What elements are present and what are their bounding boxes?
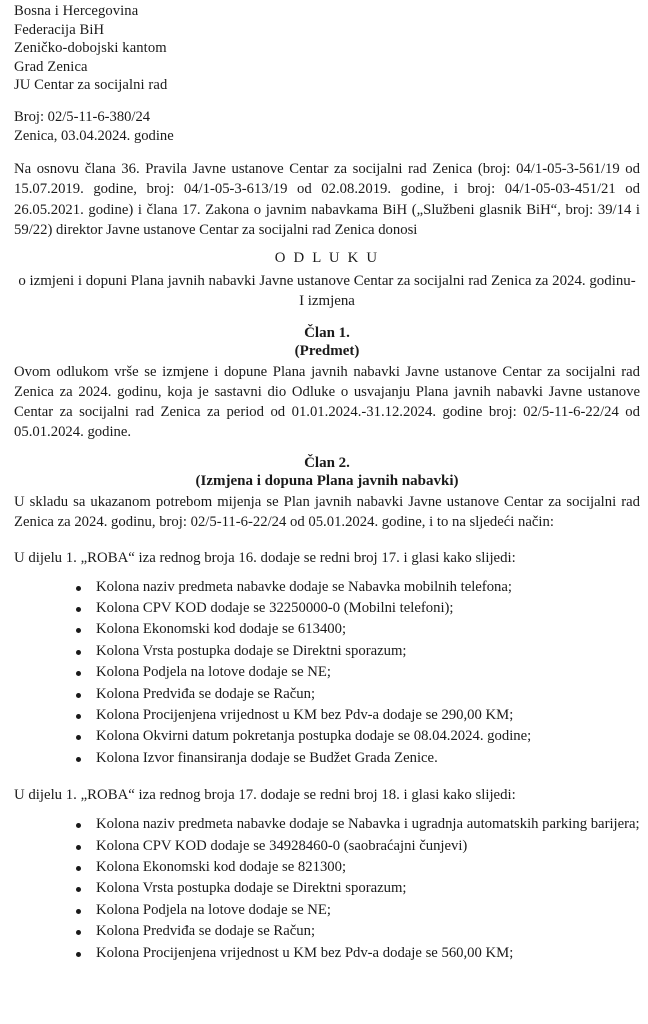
article-1-subheading: (Predmet) — [294, 342, 360, 359]
header-line-country: Bosna i Hercegovina — [14, 3, 139, 19]
list-item: Kolona Predviđa se dodaje se Račun; — [76, 684, 640, 705]
list-item: Kolona Izvor finansiranja dodaje se Budžet Grada Zenice. — [76, 748, 640, 769]
document-subtitle: o izmjeni i dopuni Plana javnih nabavki Javne ustanove Centar za socijalni rad Zenica za 2024. godinu- I izmjena — [18, 272, 636, 310]
list-item: Kolona naziv predmeta nabavke dodaje se Nabavka i ugradnja automatskih parking barijera; — [76, 814, 640, 835]
list-item: Kolona Vrsta postupka dodaje se Direktni sporazum; — [76, 878, 640, 899]
list-item: Kolona Vrsta postupka dodaje se Direktni sporazum; — [76, 641, 640, 662]
article-1-text: Ovom odlukom vrše se izmjene i dopune Plana javnih nabavki Javne ustanove Centar za socijalni rad Zenica za 2024. godinu, koja je sastavni dio Odluke o usvajanju Plana javnih nabavki Javne ustanove Centar za socijalni rad Zenica za period od 01.01.2024.-31.12.2024. godine broj: 02/5-11-6-22/24 od 05.01.2024. godine. — [14, 363, 640, 440]
list-item: Kolona Okvirni datum pokretanja postupka dodaje se 08.04.2024. godine; — [76, 726, 640, 747]
reference-number: Broj: 02/5-11-6-380/24 — [14, 108, 151, 125]
reference-block — [14, 108, 640, 146]
legal-basis-paragraph: Na osnovu člana 36. Pravila Javne ustanove Centar za socijalni rad Zenica (broj: 04/1-05-3-561/19 od 15.07.2019. godine, broj: 04/1-05-3-613/19 od 02.08.2019. godine, i broj: 04/1-05-03-451/21 od 26.05.2021. godine) i člana 17. Zakona o javnim nabavkama BiH („Službeni glasnik BiH“, broj: 39/14 i 59/22) direktor Javne ustanove Centar za socijalni rad Zenica donosi — [14, 160, 640, 239]
list-item: Kolona Predviđa se dodaje se Račun; — [76, 921, 640, 942]
article-2-heading: Član 2. — [304, 454, 350, 471]
list-item: Kolona Podjela na lotove dodaje se NE; — [76, 900, 640, 921]
spacer — [14, 146, 640, 159]
section-1-list — [14, 577, 640, 770]
header-line-canton: Zeničko-dobojski kantom — [14, 40, 167, 57]
list-item: Kolona Procijenjena vrijednost u KM bez Pdv-a dodaje se 290,00 KM; — [76, 705, 640, 726]
article-2-subheading: (Izmjena i dopuna Plana javnih nabavki) — [195, 472, 459, 489]
spacer — [14, 95, 640, 108]
document-title: O D L U K U — [274, 249, 380, 266]
list-item: Kolona Procijenjena vrijednost u KM bez Pdv-a dodaje se 560,00 KM; — [76, 943, 640, 964]
institution-header — [14, 2, 640, 95]
list-item: Kolona Ekonomski kod dodaje se 821300; — [76, 857, 640, 878]
reference-place-date: Zenica, 03.04.2024. godine — [14, 127, 174, 144]
section-2-list — [14, 814, 640, 964]
list-item: Kolona CPV KOD dodaje se 34928460-0 (saobraćajni čunjevi) — [76, 836, 640, 857]
list-item: Kolona naziv predmeta nabavke dodaje se Nabavka mobilnih telefona; — [76, 577, 640, 598]
article-2-text: U skladu sa ukazanom potrebom mijenja se Plan javnih nabavki Javne ustanove Centar za socijalni rad Zenica za 2024. godinu, broj: 02/5-11-6-22/24 od 05.01.2024. godine, i to na sljedeći način: — [14, 493, 640, 530]
header-line-federation: Federacija BiH — [14, 21, 105, 38]
section-2-lead: U dijelu 1. „ROBA“ iza rednog broja 17. dodaje se redni broj 18. i glasi kako slijedi: — [14, 787, 516, 804]
list-item: Kolona Ekonomski kod dodaje se 613400; — [76, 619, 640, 640]
header-line-institution: JU Centar za socijalni rad — [14, 77, 168, 94]
article-1-heading: Član 1. — [304, 324, 350, 341]
list-item: Kolona CPV KOD dodaje se 32250000-0 (Mobilni telefoni); — [76, 598, 640, 619]
header-line-city: Grad Zenica — [14, 58, 88, 75]
section-1-lead: U dijelu 1. „ROBA“ iza rednog broja 16. dodaje se redni broj 17. i glasi kako slijedi: — [14, 549, 516, 566]
list-item: Kolona Podjela na lotove dodaje se NE; — [76, 662, 640, 683]
